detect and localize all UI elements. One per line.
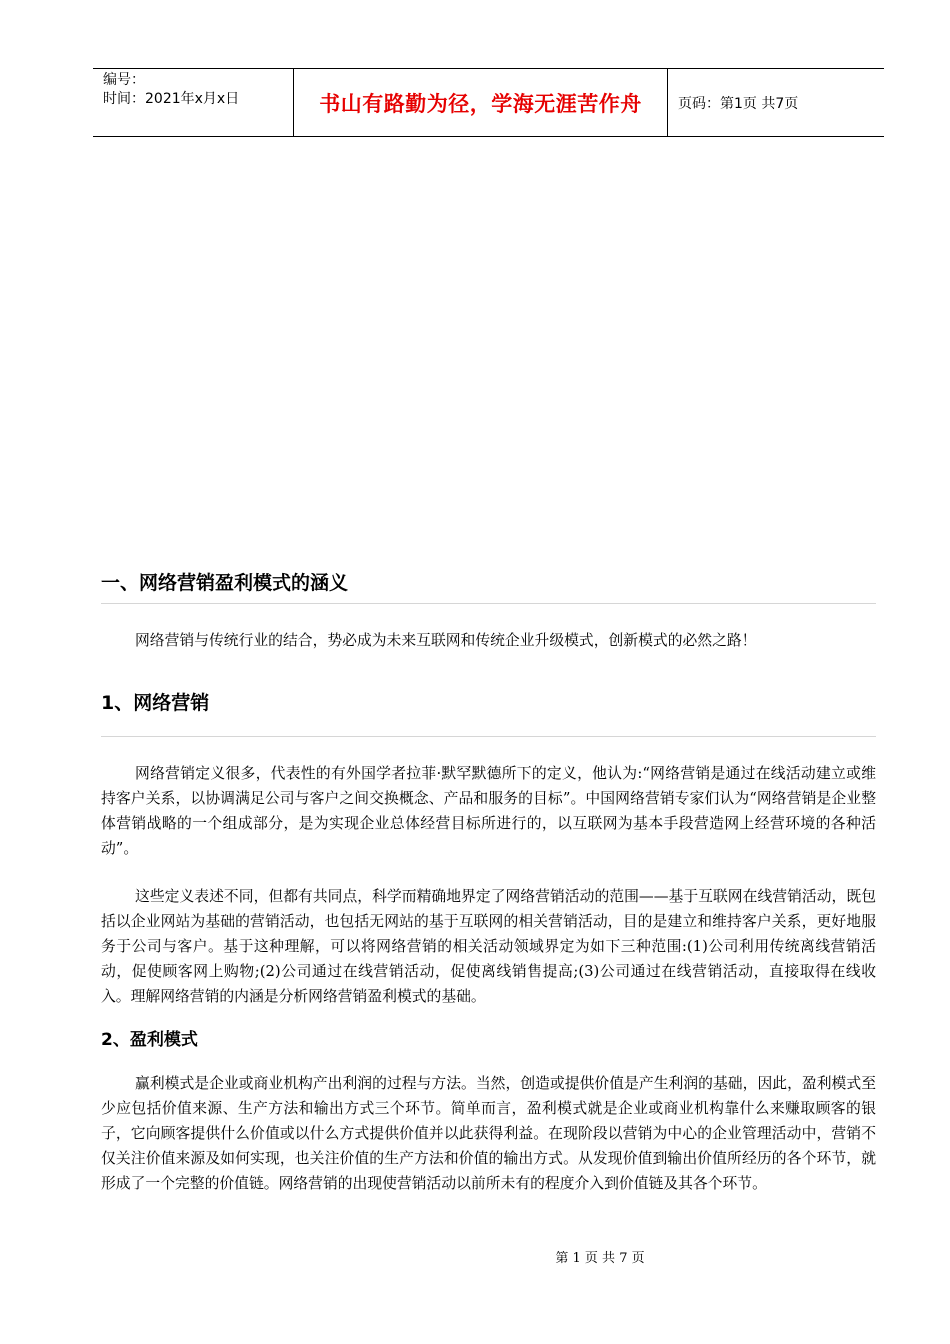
section-1-paragraph: 网络营销与传统行业的结合，势必成为未来互联网和传统企业升级模式，创新模式的必然之路！ <box>135 632 757 649</box>
section-heading-1: 一、网络营销盈利模式的涵义 <box>101 572 349 594</box>
header-number-label: 编号： <box>103 72 145 88</box>
header-page-label: 页码：第1页 共7页 <box>678 95 799 112</box>
page-footer: 第 1 页 共 7 页 <box>555 1251 645 1266</box>
header-meta <box>93 69 294 136</box>
section-3-paragraph: 赢利模式是企业或商业机构产出利润的过程与方法。当然，创造或提供价值是产生利润的基础，因此，盈利模式至少应包括价值来源、生产方法和输出方式三个环节。简单而言，盈利模式就是企业或商业机构靠什么来赚取顾客的银子，它向顾客提供什么价值或以什么方式提供价值并以此获得利益。在现阶段以营销为中心的企业管理活动中，营销不仅关注价值来源及如何实现，也关注价值的生产方法和价值的输出方式。从发现价值到输出价值所经历的各个环节，就形成了一个完整的价值链。网络营销的出现使营销活动以前所未有的程度介入到价值链及其各个环节。 <box>101 1075 876 1192</box>
document-header <box>93 68 884 137</box>
section-2-paragraph-1: 网络营销定义很多，代表性的有外国学者拉菲·默罕默德所下的定义，他认为:“网络营销是通过在线活动建立或维持客户关系，以协调满足公司与客户之间交换概念、产品和服务的目标”。中国网络营销专家们认为“网络营销是企业整体营销战略的一个组成部分，是为实现企业总体经营目标所进行的，以互联网为基本手段营造网上经营环境的各种活动”。 <box>101 765 876 857</box>
header-time-label: 时间：2021年x月x日 <box>103 91 240 107</box>
section-2-paragraph-2: 这些定义表述不同，但都有共同点，科学而精确地界定了网络营销活动的范围——基于互联网在线营销活动，既包括以企业网站为基础的营销活动，也包括无网站的基于互联网的相关营销活动，目的是建立和维持客户关系，更好地服务于公司与客户。基于这种理解，可以将网络营销的相关活动领域界定为如下三种范围:(1)公司利用传统离线营销活动，促使顾客网上购物;(2)公司通过在线营销活动，促使离线销售提高;(3)公司通过在线营销活动，直接取得在线收入。理解网络营销的内涵是分析网络营销盈利模式的基础。 <box>101 888 876 1005</box>
section-heading-3: 2、盈利模式 <box>101 1030 198 1050</box>
heading-divider <box>101 603 876 604</box>
section-heading-2: 1、网络营销 <box>101 692 210 714</box>
header-motto: 书山有路勤为径，学海无涯苦作舟 <box>294 69 668 136</box>
heading-divider <box>101 736 876 737</box>
